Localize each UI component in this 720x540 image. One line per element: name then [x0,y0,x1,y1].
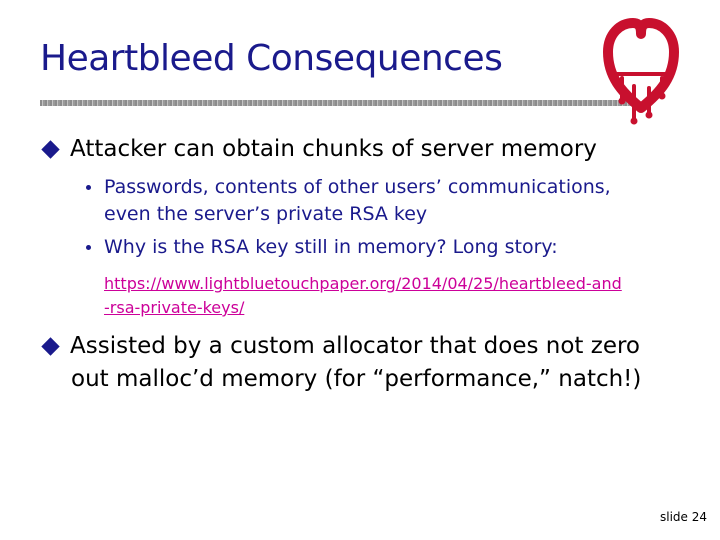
dot-bullet-icon [86,245,91,250]
subbullet-text-line2: even the server’s private RSA key [104,203,428,225]
dot-bullet-icon [86,185,91,190]
title-divider [40,100,635,106]
bullet-text-line2: out malloc’d memory (for “performance,” natch!) [71,366,642,392]
subbullet-text-line1: Passwords, contents of other users’ communications, [104,176,611,198]
slide-title: Heartbleed Consequences [40,38,503,79]
heartbleed-article-link[interactable] [104,272,622,320]
link-text-line1: https://www.lightbluetouchpaper.org/2014/04/25/heartbleed-and [104,274,622,293]
bullet-text-line1: Assisted by a custom allocator that does not zero [70,333,640,359]
diamond-bullet-icon [41,337,59,355]
subbullet-text-line1: Why is the RSA key still in memory? Long story: [104,236,558,258]
link-text-line2: -rsa-private-keys/ [104,298,245,317]
slide-number: slide 24 [659,510,707,524]
diamond-bullet-icon [41,140,59,158]
heartbleed-bleeding-heart-icon [603,14,679,126]
bullet-text: Attacker can obtain chunks of server memory [70,136,597,162]
